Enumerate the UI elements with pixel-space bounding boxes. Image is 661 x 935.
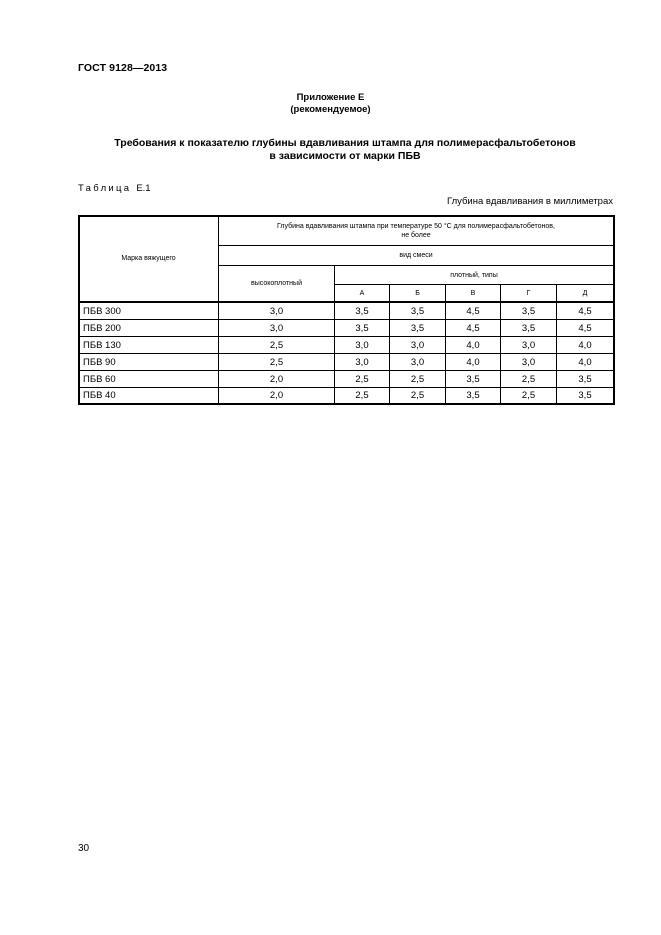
appendix-title: Приложение Е [296, 92, 365, 103]
row-6-g: 2,5 [521, 390, 536, 401]
row-3-binder: ПБВ 130 [83, 339, 121, 351]
row-4-b: 3,0 [410, 356, 425, 368]
row-3-v: 4,0 [466, 339, 480, 351]
row-3-high: 2,5 [269, 339, 284, 351]
row-2-v: 4,5 [466, 322, 480, 334]
row-1-v: 4,5 [466, 305, 480, 317]
row-4-g: 3,0 [521, 356, 536, 368]
row-6-v: 3,5 [466, 390, 480, 401]
row-1-a: 3,5 [355, 305, 369, 317]
header-dense: плотный, типы [450, 271, 498, 279]
row-3-a: 3,0 [355, 339, 369, 351]
header-type-d: Д [582, 289, 588, 297]
row-6-binder: ПБВ 40 [83, 390, 116, 401]
header-high-density: высокоплотный [251, 280, 302, 287]
row-3-g: 3,0 [521, 339, 536, 351]
table-bottom-border [78, 403, 614, 405]
appendix-type: (рекомендуемое) [290, 104, 371, 115]
row-5-high: 2,0 [269, 373, 284, 385]
standard-number: ГОСТ 9128—2013 [78, 62, 168, 74]
header-depth [219, 216, 613, 245]
main-title-line-1: Требования к показателю глубины вдавливания штампа для полимерасфальтобетонов [114, 137, 576, 149]
row-6-d: 3,5 [578, 390, 592, 401]
row-1-g: 3,5 [521, 305, 536, 317]
row-1-b: 3,5 [410, 305, 425, 317]
row-2-g: 3,5 [521, 322, 536, 334]
row-4-high: 2,5 [269, 356, 284, 368]
row-1-binder: ПБВ 300 [83, 305, 121, 317]
row-3-b: 3,0 [410, 339, 425, 351]
row-1-d: 4,5 [578, 305, 592, 317]
row-2-high: 3,0 [269, 322, 284, 334]
row-3-d: 4,0 [578, 339, 592, 351]
row-6-high: 2,0 [269, 390, 284, 401]
header-depth-line-1: Глубина вдавливания штампа при температуре 50 °С для полимерасфальтобетонов, [277, 222, 555, 230]
table-caption-word: Таблица [78, 183, 132, 194]
row-4-a: 3,0 [355, 356, 369, 368]
table-caption-number: Е.1 [136, 183, 151, 194]
row-5-d: 3,5 [578, 373, 592, 385]
header-depth-line-2: не более [401, 231, 431, 239]
page-number: 30 [78, 843, 90, 854]
row-4-v: 4,0 [466, 356, 480, 368]
main-title-line-2: в зависимости от марки ПБВ [269, 150, 421, 162]
row-2-binder: ПБВ 200 [83, 322, 121, 334]
row-6-b: 2,5 [410, 390, 425, 401]
header-type-v: В [470, 289, 476, 297]
row-5-b: 2,5 [410, 373, 425, 385]
row-2-b: 3,5 [410, 322, 425, 334]
units-note: Глубина вдавливания в миллиметрах [446, 196, 613, 207]
table-right-border [613, 215, 615, 405]
header-binder: Марка вяжущего [121, 255, 176, 262]
row-5-g: 2,5 [521, 373, 536, 385]
row-6-a: 2,5 [355, 390, 369, 401]
row-2-d: 4,5 [578, 322, 592, 334]
row-5-a: 2,5 [355, 373, 369, 385]
header-mix-type: вид смеси [399, 252, 433, 259]
row-5-v: 3,5 [466, 373, 480, 385]
header-type-a: А [359, 289, 365, 297]
header-type-b: Б [415, 289, 420, 297]
row-4-d: 4,0 [578, 356, 592, 368]
row-2-a: 3,5 [355, 322, 369, 334]
row-5-binder: ПБВ 60 [83, 373, 116, 385]
row-4-binder: ПБВ 90 [83, 356, 116, 368]
row-1-high: 3,0 [269, 305, 284, 317]
header-type-g: Г [526, 289, 531, 297]
